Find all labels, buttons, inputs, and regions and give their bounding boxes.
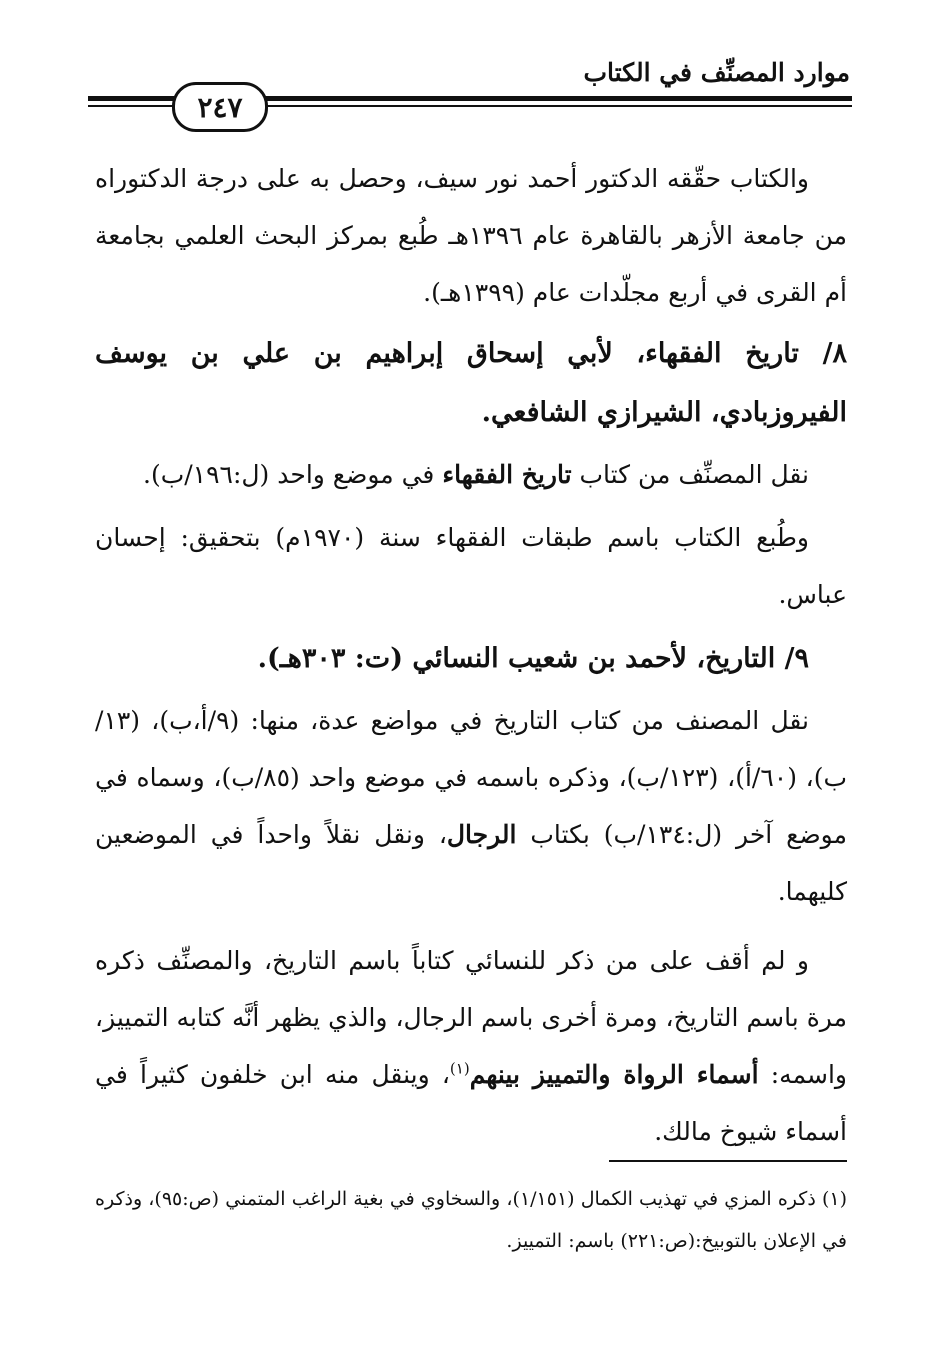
text-run: نقل المصنف من كتاب التاريخ في مواضع عدة، منها: (٩/أ،ب)، (١٣/ب)، (٦٠/أ)، (١٢٣/ب)، وذكره باسمه في موضع واحد (٨٥/ب)، وسماه في موضع آخر (ل:١٣٤/ب) بكتاب <box>95 706 847 849</box>
paragraph-entry-9-discussion <box>95 932 847 1160</box>
footnote-separator <box>609 1160 847 1162</box>
paragraph-entry-8-citation <box>95 446 847 503</box>
text-run: ، وينقل منه ابن خلفون كثيراً في أسماء شيوخ مالك. <box>95 1060 847 1146</box>
text-run: و لم أقف على من ذكر للنسائي كتاباً باسم التاريخ، والمصنِّف ذكره مرة باسم التاريخ، ومرة أخرى باسم الرجال، والذي يظهر أنَّه كتابه التمييز، واسمه: <box>95 946 847 1089</box>
footnotes <box>95 1178 847 1262</box>
running-title: موارد المصنِّف في الكتاب <box>583 58 850 87</box>
book-title-bold: أسماء الرواة والتمييز بينهم <box>469 1060 759 1089</box>
paragraph-entry-9-citations <box>95 692 847 920</box>
entry-8-heading: ٨/ تاريخ الفقهاء، لأبي إسحاق إبراهيم بن علي بن يوسف الفيروزبادي، الشيرازي الشافعي. <box>95 338 847 428</box>
text-run: في موضع واحد (ل:١٩٦/ب). <box>143 460 443 489</box>
page-number-badge <box>172 82 268 132</box>
page-number: ٢٤٧ <box>197 90 243 124</box>
paragraph-entry-8-edition: وطُبع الكتاب باسم طبقات الفقهاء سنة (١٩٧٠م) بتحقيق: إحسان عباس. <box>95 523 847 609</box>
main-text <box>95 150 847 1160</box>
text-run: ، ونقل نقلاً واحداً في الموضعين كليهما. <box>95 820 847 906</box>
footnote-1: (١) ذكره المزي في تهذيب الكمال (١/١٥١)، والسخاوي في بغية الراغب المتمني (ص:٩٥)، وذكره في الإعلان بالتوبيخ:(ص:٢٢١) باسم: التمييز. <box>95 1188 847 1252</box>
text-run: نقل المصنِّف من كتاب <box>571 460 809 489</box>
entry-9-heading: ٩/ التاريخ، لأحمد بن شعيب النسائي (ت: ٣٠٣هـ). <box>257 643 809 674</box>
book-title-bold: الرجال <box>446 820 517 849</box>
book-title-bold: تاريخ الفقهاء <box>442 460 572 489</box>
footnote-reference[interactable]: (١) <box>449 1059 470 1078</box>
paragraph-edition-info: والكتاب حقّقه الدكتور أحمد نور سيف، وحصل به على درجة الدكتوراه من جامعة الأزهر بالقاهرة عام ١٣٩٦هـ طُبع بمركز البحث العلمي بجامعة أم القرى في أربع مجلّدات عام (١٣٩٩هـ). <box>95 164 847 307</box>
